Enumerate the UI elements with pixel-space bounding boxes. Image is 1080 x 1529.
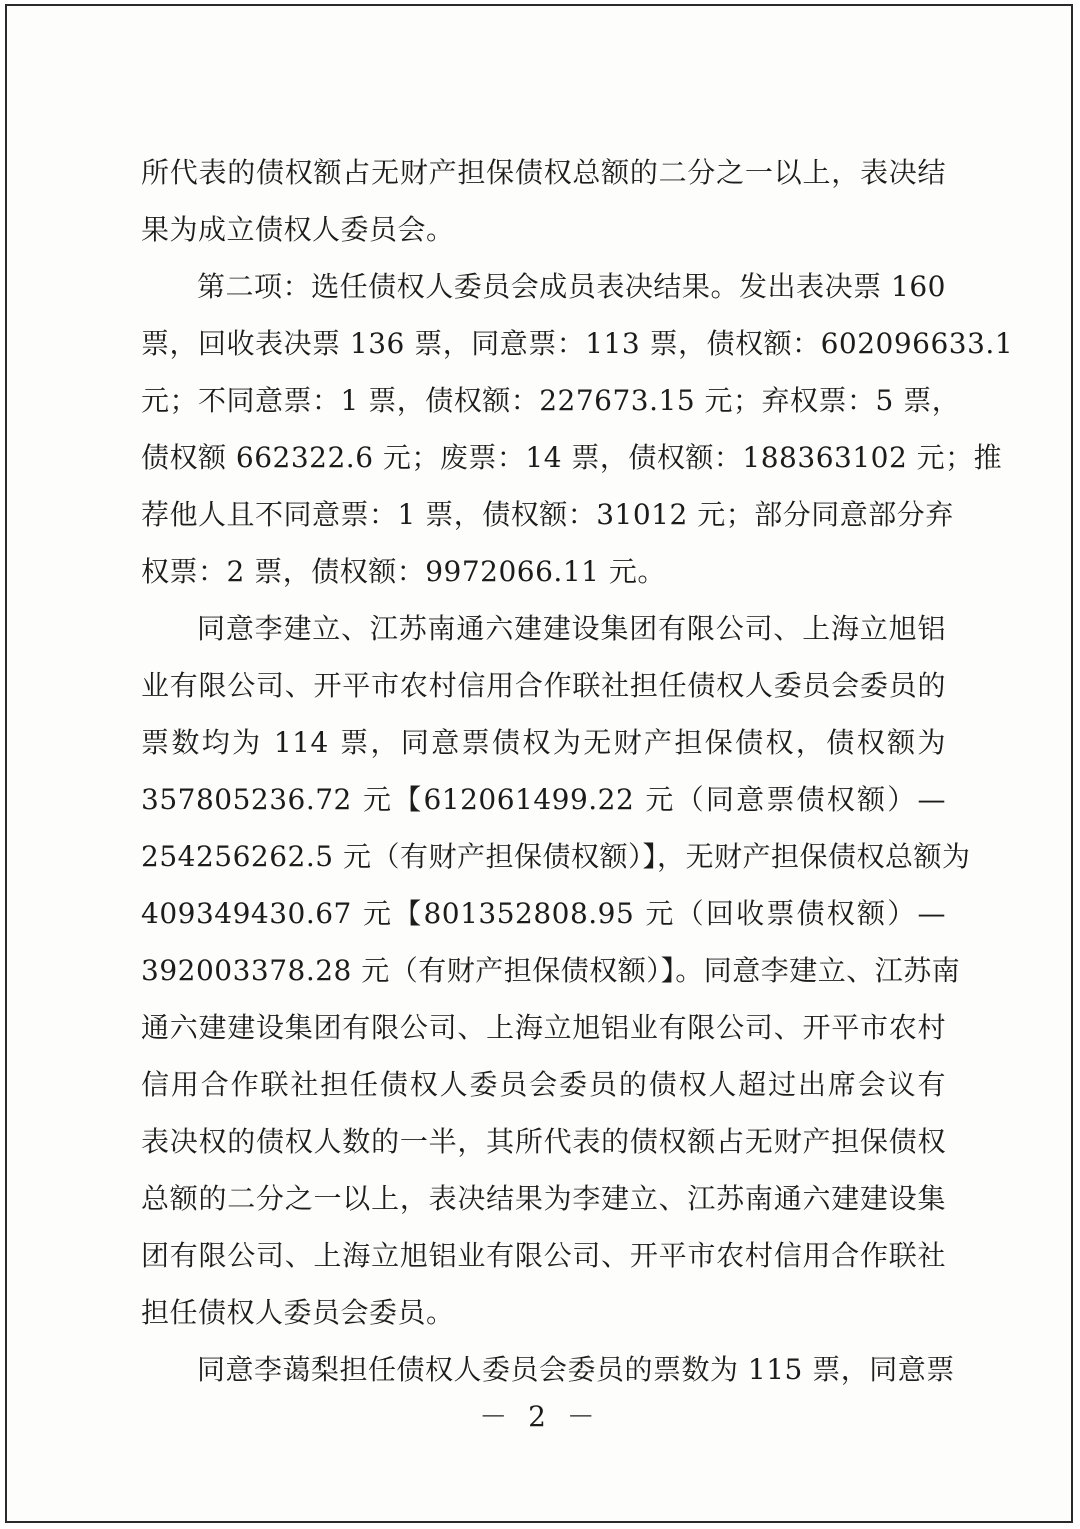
text-line: 果为成立债权人委员会。 [141, 213, 455, 246]
text-line: 总额的二分之一以上，表决结果为李建立、江苏南通六建建设集 [141, 1182, 946, 1215]
text-line: 通六建建设集团有限公司、上海立旭铝业有限公司、开平市农村 [141, 1011, 946, 1044]
text-line: 254256262.5 元（有财产担保债权额）】，无财产担保债权总额为 [141, 840, 971, 873]
text-line: 元；不同意票：1 票，债权额：227673.15 元；弃权票：5 票， [141, 384, 961, 417]
text-line: 债权额 662322.6 元；废票：14 票，债权额：188363102 元；推 [141, 441, 1003, 474]
text-line: 409349430.67 元【801352808.95 元（回收票债权额）— [141, 897, 946, 930]
text-line: 信用合作联社担任债权人委员会委员的债权人超过出席会议有 [141, 1068, 946, 1101]
paragraph-start-line: 同意李建立、江苏南通六建建设集团有限公司、上海立旭铝 [197, 612, 946, 645]
text-line: 票数均为 114 票，同意票债权为无财产担保债权，债权额为 [141, 726, 946, 759]
paragraph-start-line: 同意李蔼梨担任债权人委员会委员的票数为 115 票，同意票 [197, 1353, 955, 1386]
document-body [141, 144, 1014, 1398]
text-line: 票，回收表决票 136 票，同意票：113 票，债权额：602096633.1 [141, 327, 1014, 360]
text-line: 荐他人且不同意票：1 票，债权额：31012 元；部分同意部分弃 [141, 498, 954, 531]
paragraph-start-line: 第二项：选任债权人委员会成员表决结果。发出表决票 160 [197, 270, 946, 303]
text-line: 团有限公司、上海立旭铝业有限公司、开平市农村信用合作联社 [141, 1239, 946, 1272]
text-line: 业有限公司、开平市农村信用合作联社担任债权人委员会委员的 [141, 669, 946, 702]
page-number: － 2 － [479, 1400, 601, 1433]
text-line: 表决权的债权人数的一半，其所代表的债权额占无财产担保债权 [141, 1125, 946, 1158]
text-line: 所代表的债权额占无财产担保债权总额的二分之一以上，表决结 [141, 156, 946, 189]
text-line: 357805236.72 元【612061499.22 元（同意票债权额）— [141, 783, 946, 816]
text-line: 392003378.28 元（有财产担保债权额）】。同意李建立、江苏南 [141, 954, 961, 987]
text-line: 权票：2 票，债权额：9972066.11 元。 [141, 555, 666, 588]
text-line: 担任债权人委员会委员。 [141, 1296, 455, 1329]
